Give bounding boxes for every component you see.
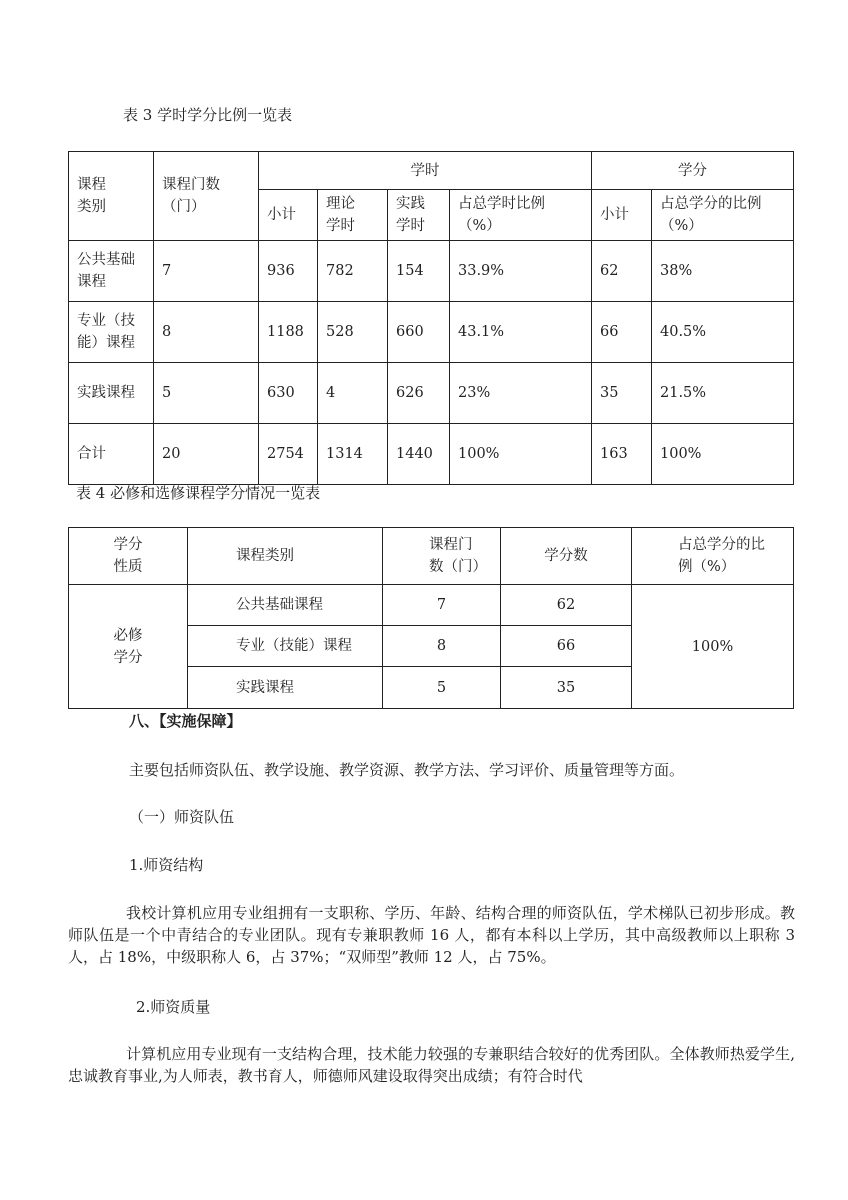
cell-hours-ratio: 33.9%	[450, 241, 592, 302]
header-course-count	[383, 528, 501, 585]
cell-hours-practice: 660	[388, 302, 450, 363]
cell-hours-ratio: 100%	[450, 424, 592, 485]
cell-credits-ratio: 38%	[652, 241, 794, 302]
header-course-category: 课程类别	[188, 528, 383, 585]
cell-required-credits-label: 必修 学分	[69, 585, 188, 709]
header-hours-subtotal: 小计	[259, 190, 318, 241]
header-hours-practice: 实践 学时	[388, 190, 450, 241]
cell-category: 实践课程	[188, 667, 383, 709]
table-row	[69, 363, 794, 424]
item1-paragraph: 我校计算机应用专业组拥有一支职称、学历、年龄、结构合理的师资队伍，学术梯队已初步形成。教师队伍是一个中青结合的专业团队。现有专兼职教师 16 人，都有本科以上学历，其中高级教师以上职称 3 人，占 18%，中级职称人 6，占 37%；“双师型”教师 12 人，占 75%。	[68, 904, 795, 966]
cell-count: 8	[383, 626, 501, 667]
cell-credits-ratio: 21.5%	[652, 363, 794, 424]
cell-category: 公共基础 课程	[69, 241, 154, 302]
cell-category: 专业（技 能）课程	[69, 302, 154, 363]
header-credits: 学分数	[501, 528, 632, 585]
header-credit-ratio	[632, 528, 794, 585]
section-heading: 八、【实施保障】	[129, 712, 242, 730]
header-credits-ratio: 占总学分的比例 （%）	[652, 190, 794, 241]
header-credit-ratio-text: 占总学分的比 例（%）	[678, 537, 765, 575]
cell-count: 5	[154, 363, 259, 424]
cell-credits-subtotal: 62	[592, 241, 652, 302]
header-hours-group: 学时	[259, 152, 592, 190]
cell-hours-theory: 528	[318, 302, 388, 363]
header-credits-group: 学分	[592, 152, 794, 190]
cell-credits-subtotal: 35	[592, 363, 652, 424]
cell-hours-subtotal: 630	[259, 363, 318, 424]
header-hours-theory: 理论 学时	[318, 190, 388, 241]
cell-hours-theory: 1314	[318, 424, 388, 485]
cell-credits-ratio: 100%	[652, 424, 794, 485]
cell-hours-ratio: 23%	[450, 363, 592, 424]
table3-caption: 表 3 学时学分比例一览表	[123, 106, 293, 124]
cell-hours-subtotal: 2754	[259, 424, 318, 485]
header-credit-nature: 学分 性质	[69, 528, 188, 585]
table4-required-credits	[68, 527, 794, 709]
cell-count: 20	[154, 424, 259, 485]
cell-hours-practice: 1440	[388, 424, 450, 485]
table-row-total	[69, 424, 794, 485]
cell-hours-ratio: 43.1%	[450, 302, 592, 363]
header-course-count-text: 课程门 数（门）	[429, 537, 487, 575]
table-row	[69, 241, 794, 302]
cell-category: 公共基础课程	[188, 585, 383, 626]
table-row	[69, 302, 794, 363]
section-intro: 主要包括师资队伍、教学设施、教学资源、教学方法、学习评价、质量管理等方面。	[129, 761, 685, 779]
cell-count: 5	[383, 667, 501, 709]
cell-category: 专业（技能）课程	[188, 626, 383, 667]
cell-category: 实践课程	[69, 363, 154, 424]
item1-title: 1.师资结构	[129, 856, 204, 874]
item2-paragraph: 计算机应用专业现有一支结构合理，技术能力较强的专兼职结合较好的优秀团队。全体教师热爱学生,忠诚教育事业,为人师表，教书育人，师德师风建设取得突出成绩；有符合时代	[68, 1045, 795, 1085]
header-course-count: 课程门数 （门）	[154, 152, 259, 241]
cell-count: 7	[383, 585, 501, 626]
cell-credits-subtotal: 66	[592, 302, 652, 363]
cell-hours-subtotal: 1188	[259, 302, 318, 363]
header-category: 课程 类别	[69, 152, 154, 241]
cell-credits: 35	[501, 667, 632, 709]
cell-total-ratio: 100%	[632, 585, 794, 709]
table3-credit-hours	[68, 151, 794, 485]
header-credits-subtotal: 小计	[592, 190, 652, 241]
cell-category: 合计	[69, 424, 154, 485]
cell-hours-theory: 4	[318, 363, 388, 424]
cell-credits: 62	[501, 585, 632, 626]
cell-hours-practice: 626	[388, 363, 450, 424]
cell-count: 8	[154, 302, 259, 363]
subsection-heading: （一）师资队伍	[129, 808, 235, 826]
cell-credits-subtotal: 163	[592, 424, 652, 485]
cell-count: 7	[154, 241, 259, 302]
header-hours-ratio: 占总学时比例 （%）	[450, 190, 592, 241]
table-row	[69, 585, 794, 626]
table4-caption: 表 4 必修和选修课程学分情况一览表	[76, 484, 321, 502]
cell-hours-practice: 154	[388, 241, 450, 302]
cell-hours-subtotal: 936	[259, 241, 318, 302]
cell-credits-ratio: 40.5%	[652, 302, 794, 363]
item2-title: 2.师资质量	[136, 998, 211, 1016]
cell-credits: 66	[501, 626, 632, 667]
cell-hours-theory: 782	[318, 241, 388, 302]
